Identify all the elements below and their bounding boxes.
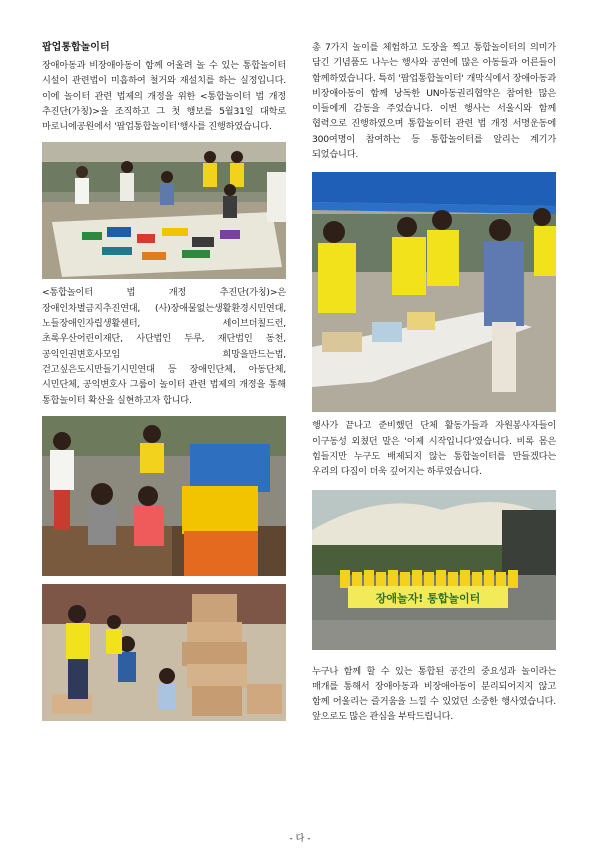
left-paragraph-1: 장애아동과 비장애아동이 함께 어울려 놀 수 있는 통합놀이터 시설이 관련법이 미흡하여 철거와 재설치를 하는 실정입니다. 이에 놀이터 관련 법제의 개정을 위한 <통합놀이터 법 개정 추진단(가칭)>을 조직하고 그 첫 행보를 5월31일 대학로 마로니에공원에서 '팝업통합놀이터'행사를 진행하였습니다. [42,60,286,133]
photo-kids-stacking-boxes [42,416,286,576]
page-number: - 다 - [289,834,311,844]
left-paragraph-2: <통합놀이터 법 개정 추진단(가칭)>은 장애인차별금지추진연대, (사)장애물없는생활환경시민연대, 노들장애인자립생활센터, 세이브더칠드런, 초록우산어린이재단, 사단법인 두루, 재단법인 동천, 공익인권변호사모임 희망을만드는법, 걷고싶은도시만들기시민연대 등 장애인단체, 아동단체, 시민단체, 공익변호사 그룹이 놀이터 관련 법제의 개정을 통해 통합놀이터 확산을 실현하고자 합니다. [42,287,286,406]
right-paragraph-1: 총 7가지 놀이를 체험하고 도장을 찍고 통합놀이터의 의미가 담긴 기념품도 나누는 행사와 공연에 많은 아동들과 어른들이 함께하였습니다. 특히 '팝업통합놀이터' 개막식에서 장애아동과 비장애아동이 함께 낭독한 UN아동권리협약은 참여한 많은 이들에게 감동을 주었습니다. 이번 행사는 서울시와 함께 협력으로 진행하였으며 통합놀이터 관련 법 개정 서명운동에 300여명이 참여하는 등 통합놀이터를 알리는 계기가 되었습니다. [312,42,556,161]
photo-painting-activity [42,142,286,279]
right-paragraph-2: 행사가 끝나고 준비했던 단체 활동가들과 자원봉사자들이 이구동성 외쳤던 말은 '이제 시작입니다'였습니다. 비록 몸은 힘들지만 누구도 배제되지 않는 통합놀이터를 만들겠다는 우리의 다짐이 더욱 깊어지는 하루였습니다. [312,420,556,478]
photo-cardboard-tower [42,584,286,721]
section-heading: 팝업통합놀이터 [42,42,110,53]
right-paragraph-3: 누구나 함께 할 수 있는 통합된 공간의 중요성과 놀이라는 매개를 통해서 장애아동과 비장애아동이 분리되어지지 않고 함께 어울리는 즐거움을 느낄 수 있었던 소중한 행사였습니다. 앞으로도 많은 관심을 부탁드립니다. [312,665,556,723]
banner-text: 장애놀자! 통합놀이터 [375,591,481,605]
photo-group-under-canopy [312,490,556,650]
left-column [42,40,286,721]
right-column [312,40,556,725]
photo-event-booth [312,172,556,412]
